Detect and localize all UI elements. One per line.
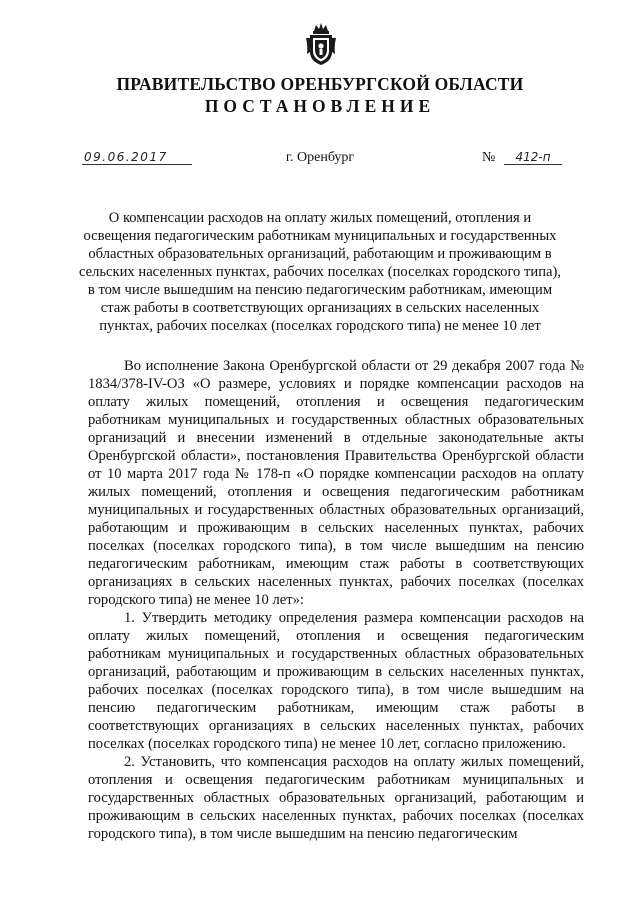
subject-line: областных образовательных организаций, работающим и проживающим в (88, 246, 552, 262)
coat-of-arms-icon (304, 22, 338, 66)
document-city: г. Оренбург (285, 150, 355, 165)
subject-line: пунктах, рабочих поселках (поселках городского типа) не менее 10 лет (99, 318, 541, 334)
subject-line: в том числе вышедшим на пенсию педагогическим работникам, имеющим (87, 282, 553, 298)
subject-line: стаж работы в соответствующих организациях в сельских населенных (100, 300, 540, 316)
preamble-paragraph: Во исполнение Закона Оренбургской области от 29 декабря 2007 года № 1834/378-IV-ОЗ «О размере, условиях и порядке компенсации расходов на оплату жилых помещений, отопления и освещения педагогическим работникам муниципальных и государственных областных образовательных организаций и внесении изменений в отдельные законодательные акты Оренбургской области», постановления Правительства Оренбургской области от 10 марта 2017 года № 178-п «О порядке компенсации расходов на оплату жилых помещений, отопления и освещения педагогическим работникам муниципальных и государственных областных образовательных организаций, работающим и проживающим в сельских населенных пунктах, рабочих поселках (поселках городского типа), в том числе вышедшим на пенсию педагогическим работникам, имеющим стаж работы в соответствующих организациях в сельских населенных пунктах, рабочих поселках (поселках городского типа) не менее 10 лет»: (88, 358, 584, 608)
document-meta-row (0, 150, 640, 172)
clause-1-paragraph: 1. Утвердить методику определения размера компенсации расходов на оплату жилых помещений, отопления и освещения педагогическим работникам муниципальных и государственных областных образовательных организаций, работающим и проживающим в сельских населенных пунктах, рабочих поселках (поселках городского типа), в том числе вышедшим на пенсию педагогическим работникам, имеющим стаж работы в соответствующих организациях в сельских населенных пунктах, рабочих поселках (поселках городского типа) не менее 10 лет, согласно приложению. (88, 610, 584, 752)
subject-line: О компенсации расходов на оплату жилых помещений, отопления и (108, 210, 532, 226)
document-number: 412-п (504, 150, 562, 165)
document-body (88, 357, 584, 843)
document-date: 09.06.2017 (82, 150, 192, 165)
document-subject (60, 209, 580, 335)
document-number-label: № (482, 150, 496, 165)
subject-line: сельских населенных пунктах, рабочих поселках (поселках городского типа), (78, 264, 561, 280)
clause-2-paragraph: 2. Установить, что компенсация расходов на оплату жилых помещений, отопления и освещения педагогическим работникам муниципальных и государственных областных образовательных организаций, работающим и проживающим в сельских населенных пунктах, рабочих поселках (поселках городского типа), в том числе вышедшим на пенсию педагогическим (88, 754, 584, 842)
government-title: ПРАВИТЕЛЬСТВО ОРЕНБУРГСКОЙ ОБЛАСТИ (116, 74, 524, 94)
document-type: ПОСТАНОВЛЕНИЕ (204, 96, 436, 116)
subject-line: освещения педагогическим работникам муниципальных и государственных (83, 228, 557, 244)
